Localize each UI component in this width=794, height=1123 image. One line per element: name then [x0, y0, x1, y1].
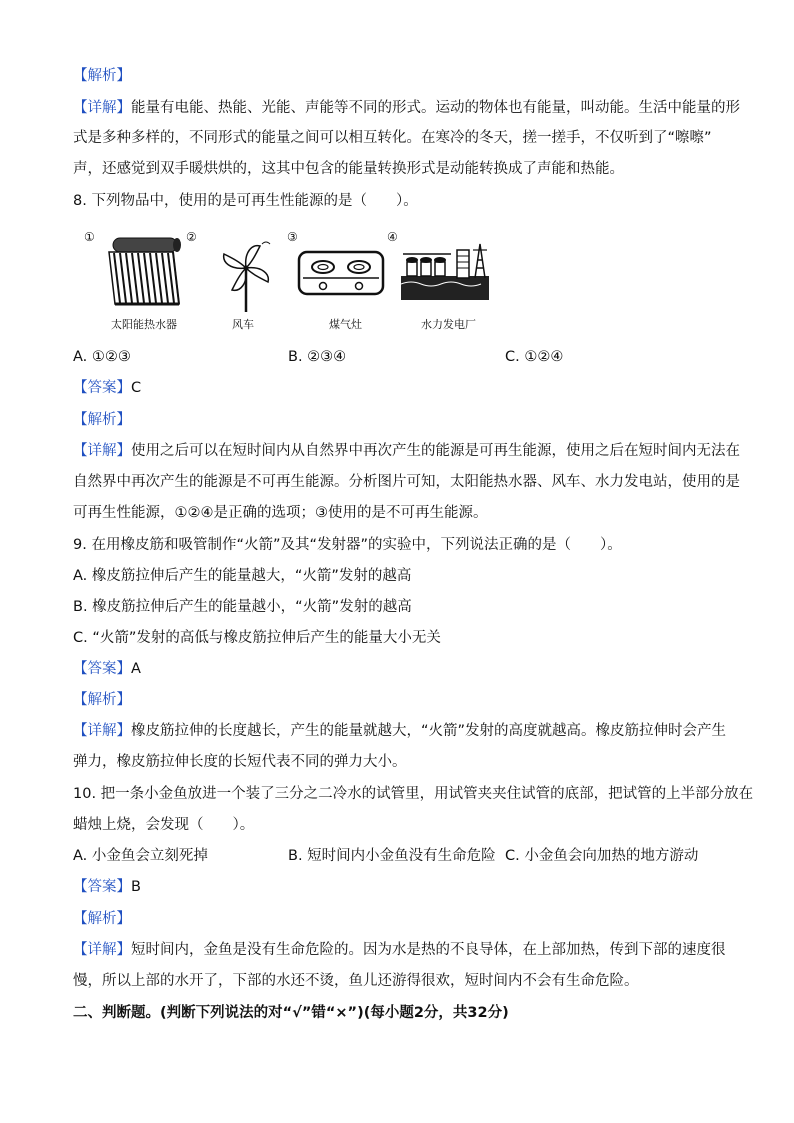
analysis-label: 【解析】 — [73, 911, 131, 927]
question-9-stem: 9. 在用橡皮筋和吸管制作“火箭”及其“发射器”的实验中，下列说法正确的是（ ）。 — [73, 537, 622, 553]
detail-label: 【详解】 — [73, 100, 131, 116]
option-a: A. ①②③ — [73, 349, 131, 365]
figure-caption: 太阳能热水器 — [111, 318, 177, 331]
detail-paragraph-line: 【详解】橡皮筋拉伸的长度越长，产生的能量就越大，“火箭”发射的高度就越高。橡皮筋拉伸时会产生 — [73, 723, 727, 739]
option-c: C. 小金鱼会向加热的地方游动 — [505, 848, 699, 864]
answer-label: 【答案】 — [73, 380, 131, 396]
question-8-stem: 8. 下列物品中，使用的是可再生性能源的是（ ）。 — [73, 193, 418, 209]
answer-label: 【答案】 — [73, 879, 131, 895]
detail-paragraph-line: 弹力，橡皮筋拉伸长度的长短代表不同的弹力大小。 — [73, 754, 407, 770]
option-a: A. 小金鱼会立刻死掉 — [73, 848, 208, 864]
figure-caption: 风车 — [232, 318, 254, 331]
answer-line — [73, 877, 141, 897]
detail-paragraph-line: 自然界中再次产生的能源是不可再生能源。分析图片可知，太阳能热水器、风车、水力发电站，使用的是 — [73, 474, 740, 490]
answer-value: A — [131, 661, 141, 677]
answer-value: B — [131, 879, 141, 895]
pinwheel-icon — [216, 238, 276, 314]
detail-paragraph-line: 慢，所以上部的水开了，下部的水还不烫，鱼儿还游得很欢，短时间内不会有生命危险。 — [73, 973, 639, 989]
analysis-label: 【解析】 — [73, 412, 131, 428]
answer-line — [73, 659, 141, 679]
detail-paragraph-line: 声，还感觉到双手暖烘烘的，这其中包含的能量转换形式是动能转换成了声能和热能。 — [73, 161, 624, 177]
option-b: B. 短时间内小金鱼没有生命危险 — [288, 848, 496, 864]
analysis-label: 【解析】 — [73, 692, 131, 708]
option-a: A. 橡皮筋拉伸后产生的能量越大，“火箭”发射的越高 — [73, 568, 412, 584]
analysis-label: 【解析】 — [73, 68, 131, 84]
figure-caption: 煤气灶 — [329, 318, 362, 331]
answer-label: 【答案】 — [73, 661, 131, 677]
answer-value: C — [131, 380, 142, 396]
option-b: B. ②③④ — [288, 349, 347, 365]
option-c: C. “火箭”发射的高低与橡皮筋拉伸后产生的能量大小无关 — [73, 630, 441, 646]
detail-paragraph-line: 【详解】能量有电能、热能、光能、声能等不同的形式。运动的物体也有能量，叫动能。生活中能量的形 — [73, 100, 740, 116]
detail-paragraph-line: 可再生性能源，①②④是正确的选项；③使用的是不可再生能源。 — [73, 505, 488, 521]
figure-number: ② — [186, 230, 197, 244]
detail-label: 【详解】 — [73, 942, 131, 958]
detail-paragraph-line: 【详解】使用之后可以在短时间内从自然界中再次产生的能源是可再生能源，使用之后在短时间内无法在 — [73, 443, 740, 459]
section-heading: 二、判断题。(判断下列说法的对“√”错“×”)(每小题2分，共32分) — [73, 1005, 509, 1021]
hydropower-plant-icon — [401, 240, 489, 302]
figure-caption: 水力发电厂 — [421, 318, 476, 331]
solar-water-heater-icon — [103, 232, 185, 312]
gas-stove-icon — [297, 250, 385, 298]
question-10-stem: 10. 把一条小金鱼放进一个装了三分之二冷水的试管里，用试管夹夹住试管的底部，把试管的上半部分放在 — [73, 786, 754, 802]
figure-number: ① — [84, 230, 95, 244]
option-b: B. 橡皮筋拉伸后产生的能量越小，“火箭”发射的越高 — [73, 599, 412, 615]
detail-paragraph-line: 【详解】短时间内，金鱼是没有生命危险的。因为水是热的不良导体，在上部加热，传到下部的速度很 — [73, 942, 726, 958]
question-10-stem-cont: 蜡烛上烧，会发现（ ）。 — [73, 817, 255, 833]
figure-number: ④ — [387, 230, 398, 244]
option-c: C. ①②④ — [505, 349, 564, 365]
figure-number: ③ — [287, 230, 298, 244]
detail-label: 【详解】 — [73, 443, 131, 459]
detail-label: 【详解】 — [73, 723, 131, 739]
answer-line — [73, 378, 141, 398]
detail-paragraph-line: 式是多种多样的，不同形式的能量之间可以相互转化。在寒冷的冬天，搓一搓手，不仅听到了“嚓嚓” — [73, 130, 712, 146]
